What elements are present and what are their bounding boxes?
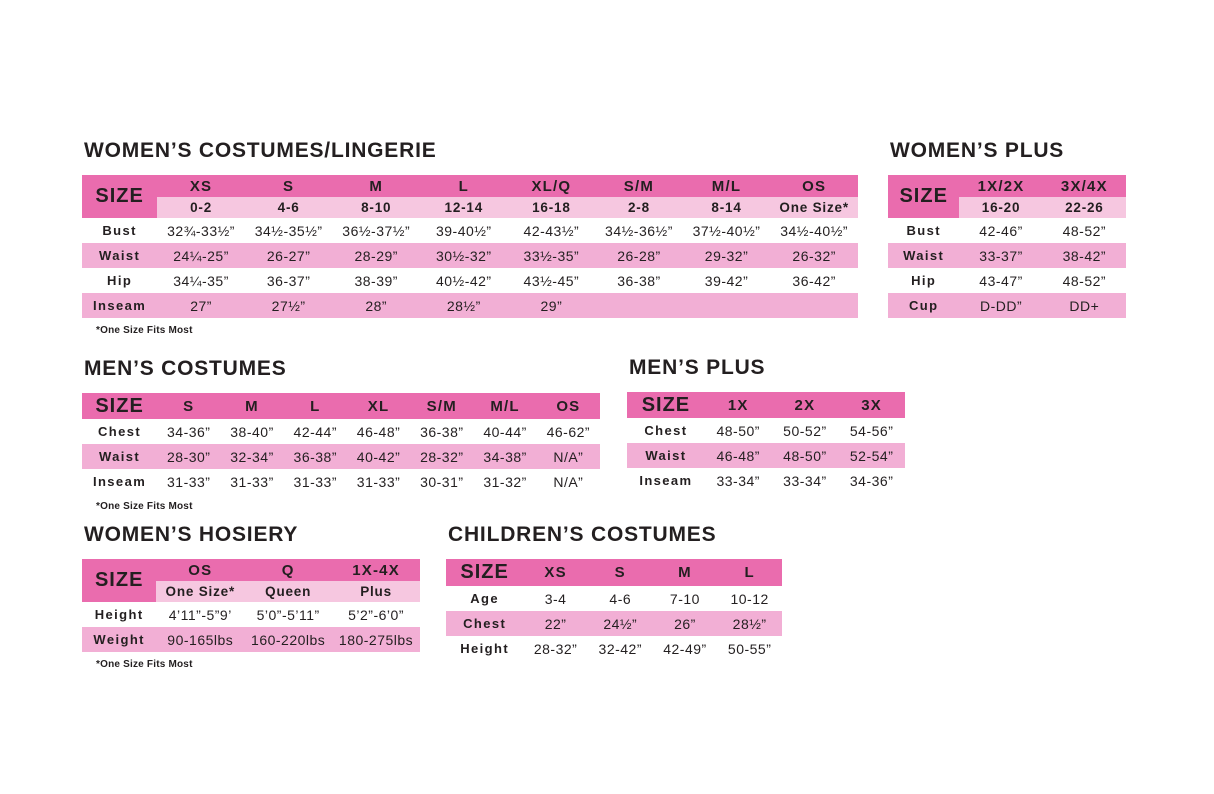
cell-value: 27½” [271,297,306,314]
cell-value: 5’2”-6’0” [348,606,404,623]
row-label: Inseam [93,298,147,313]
cell-value: 4-6 [609,590,632,607]
row-label: Waist [903,248,945,263]
cell-value: 42-44” [293,423,337,440]
mens-costumes-footnote: *One Size Fits Most [96,501,193,512]
cell-value: 28” [365,297,388,314]
cell-value: 27” [190,297,212,314]
column-subheader: One Size* [165,584,236,599]
cell-value: 48-52” [1062,222,1107,239]
cell-value: 34½-40½” [780,222,849,239]
cell-value: 29-32” [704,247,749,264]
cell-value: 28-30” [167,448,211,465]
womens-hosiery-table-container [82,559,420,652]
cell-value: 36½-37½” [342,222,411,239]
row-label: Bust [906,223,941,238]
column-subheader: 22-26 [1065,200,1104,215]
mens-plus-section [627,356,905,493]
cell-value: 32¾-33½” [167,222,235,239]
cell-value: 24¼-25” [173,247,229,264]
cell-value: 36-38” [293,448,337,465]
cell-value: D-DD” [979,297,1023,314]
column-subheader: 4-6 [277,200,300,215]
row-label: Height [94,607,144,622]
cell-value: 43-47” [979,272,1023,289]
cell-value: 28-32” [420,448,464,465]
childrens-costumes-table-container [446,559,782,661]
cell-value: 26” [674,615,696,632]
womens-costumes-section [82,139,858,336]
table-row [627,418,905,443]
cell-value: 42-49” [663,640,707,657]
cell-value: 3-4 [544,590,567,607]
cell-value [595,293,683,318]
table-row [446,611,782,636]
column-header: M [369,177,384,195]
table-row [446,636,782,661]
row-label: Height [460,641,510,656]
table-row [82,293,858,318]
cell-value: 5’0”-5’11” [256,606,320,623]
cell-value: 7-10 [669,590,700,607]
womens-plus-table-container [888,175,1126,318]
cell-value [770,293,858,318]
cell-value: 28½” [446,297,481,314]
column-subheader: One Size* [779,200,849,215]
cell-value: 34½-35½” [254,222,323,239]
row-label: Bust [102,223,137,238]
row-label: Age [470,591,500,606]
table-row [888,218,1126,243]
row-label: Chest [644,423,688,438]
table-row [888,268,1126,293]
cell-value: 26-32” [792,247,836,264]
cell-value: 36-38” [420,423,464,440]
cell-value: 48-50” [783,447,827,464]
column-header: OS [802,177,827,195]
mens-plus-table-container [627,392,905,493]
column-header: 3X [861,396,882,414]
column-header: 1X [727,396,749,414]
cell-value: 31-33” [293,473,337,490]
cell-value: DD+ [1069,297,1100,314]
column-subheader: 0-2 [190,200,213,215]
cell-value: 42-43½” [523,222,580,239]
column-header: XS [544,564,567,581]
womens-costumes-title: WOMEN’S COSTUMES/LINGERIE [84,139,437,162]
table-row [82,627,420,652]
cell-value: 52-54” [849,447,894,464]
column-header: OS [188,561,213,579]
cell-value: 26-27” [266,247,311,264]
row-label: Weight [93,632,145,647]
column-header: S/M [623,177,655,195]
table-row [888,293,1126,318]
column-header: OS [556,397,581,415]
cell-value: 160-220lbs [251,631,326,648]
cell-value: 42-46” [979,222,1023,239]
cell-value: 40-44” [483,423,527,440]
cell-value: 34-38” [483,448,527,465]
cell-value: 32-42” [598,640,642,657]
cell-value: 28½” [732,615,767,632]
cell-value: 32-34” [230,448,274,465]
cell-value: 29” [540,297,563,314]
column-header: L [310,397,321,415]
table-row [446,586,782,611]
cell-value: 31-33” [167,473,211,490]
row-label: Hip [107,273,133,288]
column-header: L [744,564,755,581]
column-header: S [614,564,626,581]
womens_plus-table [888,175,1126,318]
cell-value: 40-42” [356,448,401,465]
column-header: XL [367,397,390,415]
cell-value: 48-50” [716,422,760,439]
column-subheader: 16-20 [981,200,1021,215]
cell-value: 37½-40½” [692,222,761,239]
cell-value: 50-52” [783,422,827,439]
column-subheader: Queen [265,584,312,599]
cell-value: 39-42” [704,272,749,289]
column-subheader: 8-14 [711,200,742,215]
cell-value: 46-62” [546,423,591,440]
column-subheader: 16-18 [532,200,571,215]
cell-value: 180-275lbs [338,631,414,648]
row-label: Waist [645,448,687,463]
column-header: XS [189,177,213,195]
row-label: Chest [97,424,142,439]
cell-value: 50-55” [727,640,772,657]
table-row [627,468,905,493]
size-label: SIZE [82,559,156,602]
womens-hosiery-title: WOMEN’S HOSIERY [84,523,299,546]
cell-value: 39-40½” [435,222,492,239]
column-header: M/L [490,397,520,415]
column-header: M [678,564,692,581]
table-row [82,602,420,627]
column-subheader: 12-14 [444,200,484,215]
cell-value: 40½-42” [435,272,492,289]
cell-value: 34-36” [849,472,894,489]
table-row [82,218,858,243]
womens-plus-section [888,139,1126,318]
cell-value [683,293,771,318]
cell-value: 30-31” [420,473,464,490]
column-header: 1X/2X [977,177,1025,195]
column-header: Q [281,561,295,579]
womens_hosiery-table [82,559,420,652]
column-header: 1X-4X [352,561,400,579]
cell-value: 31-33” [356,473,401,490]
womens-plus-title: WOMEN’S PLUS [890,139,1065,162]
column-header: 2X [794,396,816,414]
column-header: M [245,397,259,415]
womens-costumes-table-container [82,175,858,318]
cell-value: 46-48” [356,423,401,440]
cell-value: 34¼-35” [173,272,229,289]
column-subheader: 8-10 [361,200,392,215]
table-row [627,443,905,468]
cell-value: 31-33” [230,473,274,490]
column-header: L [458,177,469,195]
cell-value: 54-56” [849,422,894,439]
cell-value: 10-12 [730,590,769,607]
cell-value: 36-38” [617,272,661,289]
mens-costumes-title: MEN’S COSTUMES [84,357,287,380]
size-label: SIZE [82,175,157,218]
row-label: Cup [908,298,939,313]
row-label: Hip [911,273,937,288]
cell-value: 38-39” [354,272,398,289]
cell-value: 33-34” [716,472,760,489]
cell-value: 48-52” [1062,272,1107,289]
table-row [888,243,1126,268]
table-row [82,469,600,494]
row-label: Inseam [92,474,147,489]
cell-value: 34-36” [167,423,211,440]
row-label: Waist [98,449,141,464]
row-label: Inseam [639,473,693,488]
cell-value: 30½-32” [435,247,492,264]
womens-costumes-footnote: *One Size Fits Most [96,325,193,336]
womens-hosiery-footnote: *One Size Fits Most [96,659,193,670]
cell-value: 26-28” [617,247,661,264]
size-label: SIZE [627,392,705,418]
cell-value: 36-37” [266,272,311,289]
mens-costumes-table-container [82,393,600,494]
size-label: SIZE [446,559,523,586]
column-header: 3X/4X [1060,177,1108,195]
column-subheader: Plus [360,584,392,599]
mens_costumes-table [82,393,600,494]
cell-value: 36-42” [792,272,836,289]
size-label: SIZE [888,175,959,218]
cell-value: 22” [544,615,567,632]
cell-value: 24½” [603,615,638,632]
womens-hosiery-section [82,523,420,670]
cell-value: 31-32” [483,473,527,490]
table-row [82,268,858,293]
cell-value: 33-37” [979,247,1023,264]
cell-value: 33-34” [783,472,827,489]
column-header: S [183,397,195,415]
cell-value: 38-42” [1062,247,1107,264]
cell-value: 38-40” [230,423,274,440]
size-label: SIZE [82,393,157,419]
column-header: M/L [711,177,742,195]
cell-value: 46-48” [716,447,760,464]
mens_plus-table [627,392,905,493]
table-row [82,243,858,268]
column-subheader: 2-8 [627,200,650,215]
table-row [82,419,600,444]
mens-plus-title: MEN’S PLUS [629,356,766,379]
cell-value: 43½-45” [523,272,580,289]
column-header: XL/Q [531,177,572,195]
column-header: S [283,177,295,195]
childrens-costumes-title: CHILDREN’S COSTUMES [448,523,717,546]
row-label: Waist [99,248,141,263]
cell-value: 90-165lbs [167,631,234,648]
row-label: Chest [463,616,507,631]
cell-value: 28-32” [533,640,578,657]
cell-value: N/A” [553,448,584,465]
table-row [82,444,600,469]
cell-value: 34½-36½” [605,222,673,239]
childrens_costumes-table [446,559,782,661]
childrens-costumes-section [446,523,782,661]
column-header: S/M [426,397,457,415]
cell-value: 28-29” [354,247,398,264]
mens-costumes-section [82,357,600,512]
cell-value: N/A” [553,473,584,490]
cell-value: 4’11”-5”9’ [168,606,232,623]
cell-value: 33½-35” [523,247,580,264]
womens_costumes-table [82,175,858,318]
